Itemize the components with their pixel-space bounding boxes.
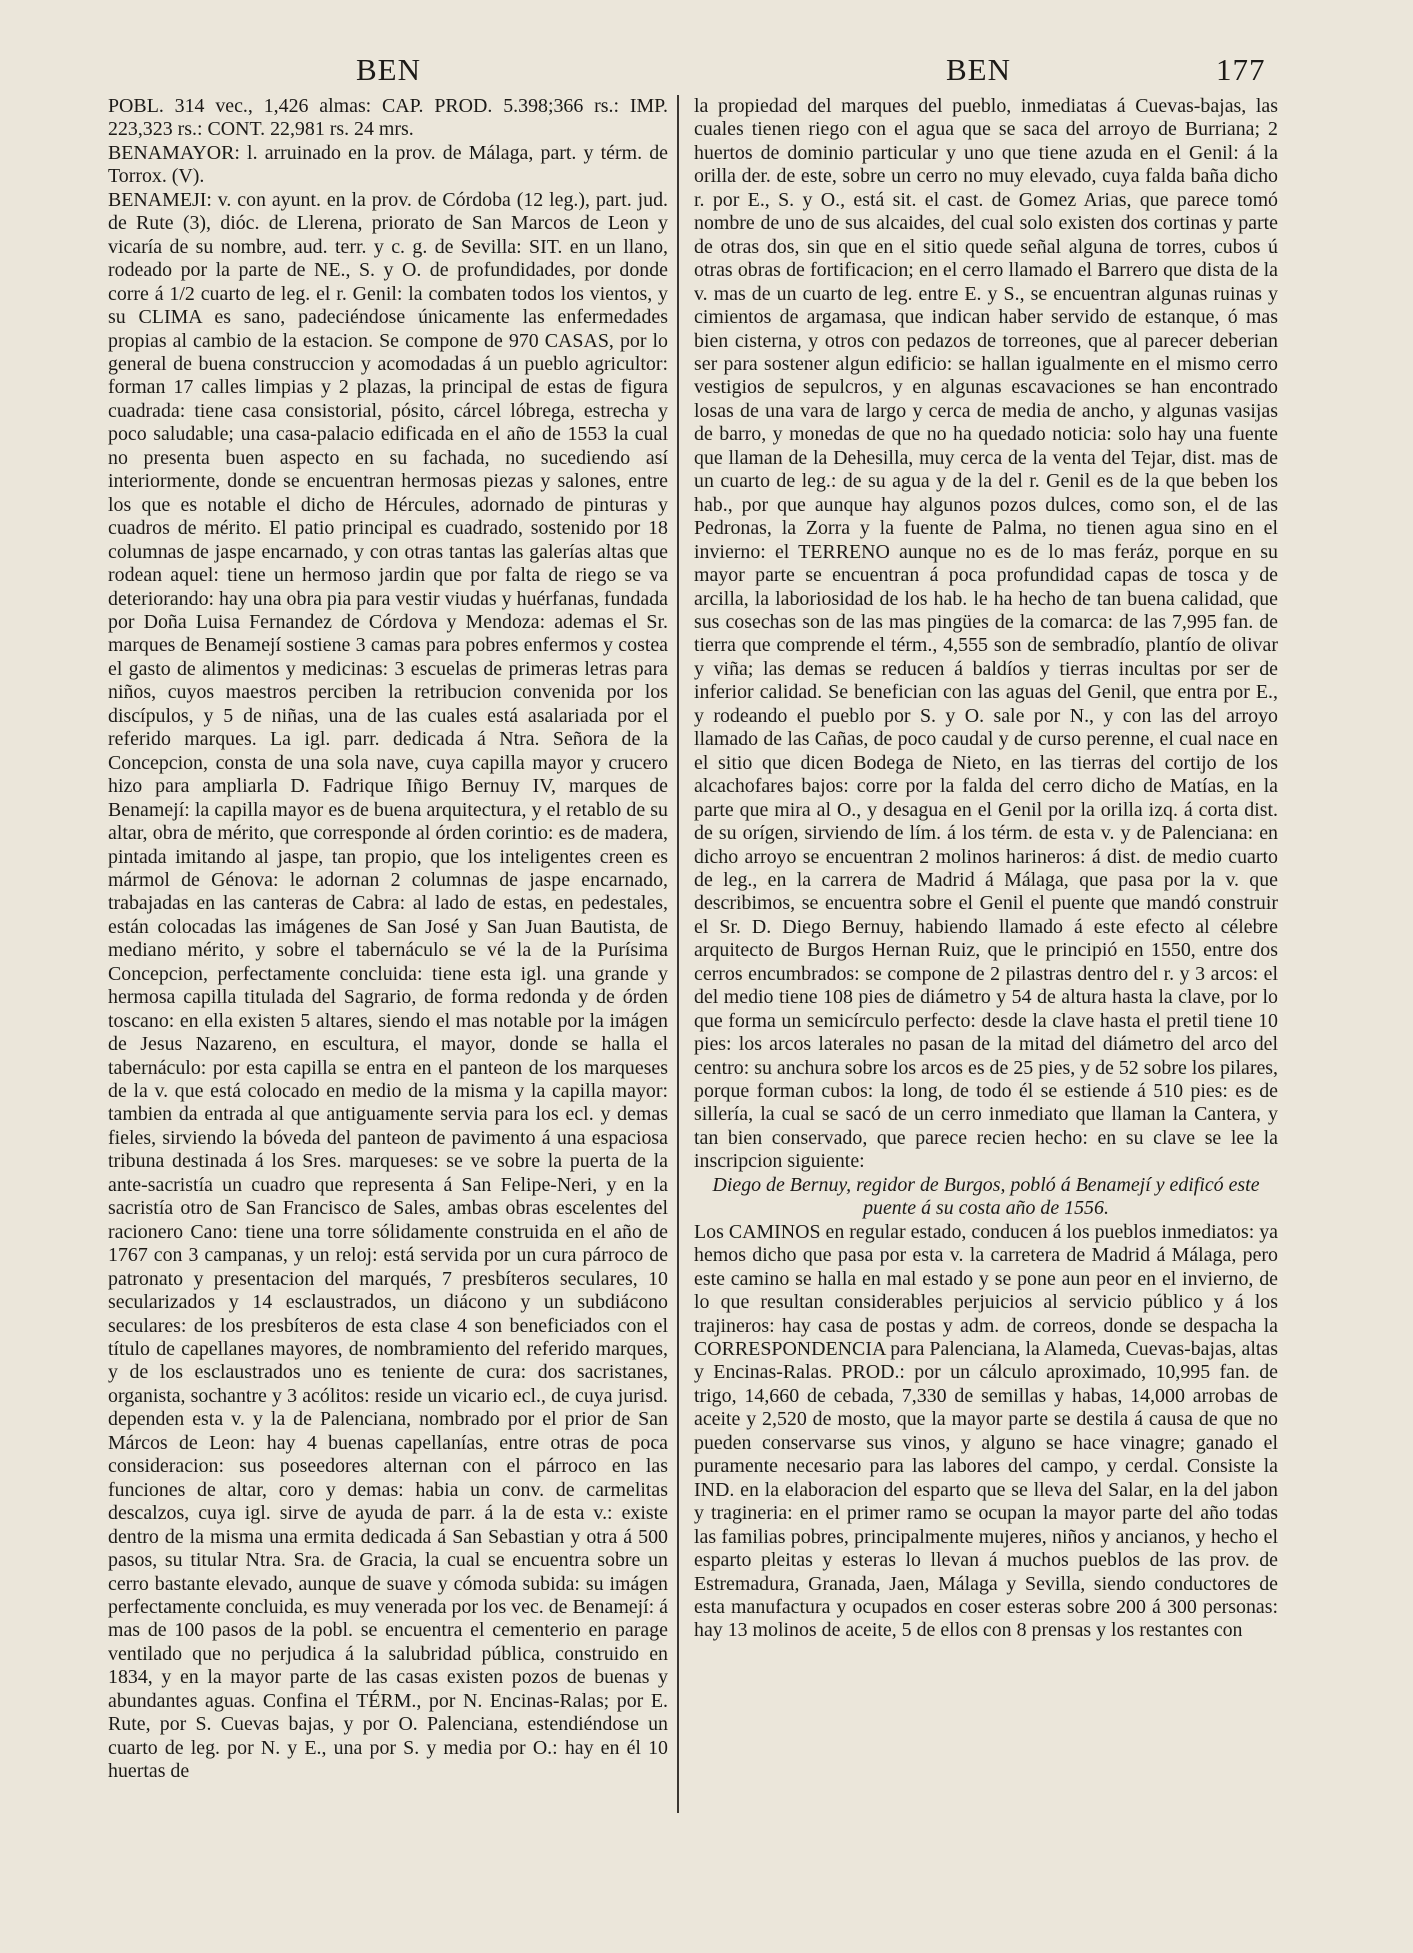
running-head-left: BEN	[356, 52, 421, 87]
entry-benameji: BENAMEJI: v. con ayunt. en la prov. de Córdoba (12 leg.), part. jud. de Rute (3), dióc. de Llerena, priorato de San Marcos de Leon y vicaría de su nombre, aud. terr. y c. g. de Sevilla: SIT. en un llano, rodeado por la parte de NE., S. y O. de profundidades, por donde corre á 1/2 cuarto de leg. el r. Genil: la combaten todos los vientos, y su CLIMA es sano, padeciéndose únicamente las enfermedades propias al cambio de la estacion. Se compone de 970 CASAS, por lo general de buena construccion y acomodadas á un pueblo agricultor: forman 17 calles limpias y 2 plazas, la principal de estas de figura cuadrada: tiene casa consistorial, pósito, cárcel lóbrega, estrecha y poco saludable; una casa-palacio edificada en el año de 1553 la cual no presenta buen aspecto en su fachada, no sucediendo así interiormente, donde se encuentran hermosas piezas y salones, entre los que es notable el dicho de Hércules, adornado de pinturas y cuadros de mérito. El patio principal es cuadrado, sostenido por 18 columnas de jaspe encarnado, y con otras tantas las galerías altas que rodean aquel: tiene un hermoso jardin que por falta de riego se va deteriorando: hay una obra pia para vestir viudas y huérfanas, fundada por Doña Luisa Fernandez de Córdova y Mendoza: ademas el Sr. marques de Benamejí sostiene 3 camas para pobres enfermos y costea el gasto de alimentos y medicinas: 3 escuelas de primeras letras para niños, cuyos maestros perciben la retribucion convenida por los discípulos, y 5 de niñas, una de las cuales está asalariada por el referido marques. La igl. parr. dedicada á Ntra. Señora de la Concepcion, consta de una sola nave, cuya capilla mayor y crucero hizo para ampliarla D. Fadrique Iñigo Bernuy IV, marques de Benamejí: la capilla mayor es de buena arquitectura, y el retablo de su altar, obra de mérito, que corresponde al órden corintio: es de madera, pintada imitando al jaspe, tan propio, que los inteligentes creen es mármol de Génova: le adornan 2 columnas de jaspe encarnado, trabajadas en las canteras de Cabra: al lado de estas, en pedestales, están colocadas las imágenes de San José y San Juan Bautista, de mediano mérito, y sobre el tabernáculo se vé la de la Purísima Concepcion, perfectamente concluida: tiene esta igl. una grande y hermosa capilla titulada del Sagrario, de forma redonda y de órden toscano: en ella existen 5 altares, siendo el mas notable por la imágen de Jesus Nazareno, en escultura, el mayor, donde se halla el tabernáculo: por esta capilla se entra en el panteon de los marqueses de la v. que está colocado en medio de la misma y la capilla mayor: tambien da entrada al que antiguamente servia para los ecl. y demas fieles, sirviendo la bóveda del panteon de pavimento á una espaciosa tribuna destinada á los Sres. marqueses: se ve sobre la puerta de la ante-sacristía un cuadro que representa á San Felipe-Neri, y en la sacristía otro de San Francisco de Sales, ambas obras escelentes del racionero Cano: tiene una torre sólidamente construida en el año de 1767 con 3 campanas, y un reloj: está servida por un cura párroco de patronato y presentacion del marqués, 7 presbíteros seculares, 10 secularizados y 14 esclaustrados, un diácono y un subdiácono seculares: de los presbíteros de esta clase 4 son beneficiados con el título de capellanes mayores, de nombramiento del referido marques, y de los esclaustrados uno es teniente de cura: dos sacristanes, organista, sochantre y 3 acólitos: reside un vicario ecl., de cuya jurisd. dependen esta v. y la de Palenciana, nombrado por el prior de San Márcos de Leon: hay 4 buenas capellanías, entre otras de poca consideracion: sus poseedores alternan con el párroco en las funciones de altar, coro y demas: habia un conv. de carmelitas descalzos, cuya igl. sirve de ayuda de parr. á la de esta v.: existe dentro de la misma una ermita dedicada á San Sebastian y otra á 500 pasos, su titular Ntra. Sra. de Gracia, la cual se encuentra sobre un cerro bastante elevado, aunque de suave y cómoda subida: su imágen perfectamente concluida, es muy venerada por los vec. de Benamejí: á mas de 100 pasos de la pobl. se encuentra el cementerio en parage ventilado que no perjudica á la salubridad pública, construido en 1834, y en la mayor parte de las casas existen pozos de buenas y abundantes aguas. Confina el TÉRM., por N. Encinas-Ralas; por E. Rute, por S. Cuevas bajas, y por O. Palenciana, estendiéndose un cuarto de leg. por N. y E., una por S. y media por O.: hay en él 10 huertas de	[108, 188, 669, 1783]
entry-benameji-continued: la propiedad del marques del pueblo, inmediatas á Cuevas-bajas, las cuales tienen riego con el agua que se saca del arroyo de Burriana; 2 huertos de dominio particular y uno que tiene azuda en el Genil: á la orilla der. de este, sobre un cerro no muy elevado, cuya falda baña dicho r. por E., S. y O., está sit. el cast. de Gomez Arias, que parece tomó nombre de uno de sus alcaides, del cual solo existen dos cortinas y parte de otras dos, sin que en el sitio quede señal alguna de torres, cubos ú otras obras de fortificacion; en el cerro llamado el Barrero que dista de la v. mas de un cuarto de leg. entre E. y S., se encuentran algunas ruinas y cimientos de argamasa, que indican haber servido de estanque, ó mas bien cisterna, y otros con pedazos de torreones, que al parecer deberian ser para sostener algun edificio: se hallan igualmente en el mismo cerro vestigios de sepulcros, y en algunas escavaciones se han encontrado losas de una vara de largo y cerca de media de ancho, y algunas vasijas de barro, y monedas de que no ha quedado noticia: solo hay una fuente que llaman de la Dehesilla, muy cerca de la venta del Tejar, dist. mas de un cuarto de leg.: de su agua y de la del r. Genil es de la que beben los hab., por que aunque hay algunos pozos dulces, como son, el de las Pedronas, la Zorra y la fuente de Palma, no tienen agua sino en el invierno: el TERRENO aunque no es de lo mas feráz, porque en su mayor parte se encuentran á poca profundidad capas de tosca y de arcilla, la laboriosidad de los hab. le ha hecho de tan buena calidad, que sus cosechas son de las mas pingües de la comarca: de las 7,995 fan. de tierra que comprende el térm., 4,555 son de sembradío, plantío de olivar y viña; las demas se reducen á baldíos y tierras incultas por ser de inferior calidad. Se benefician con las aguas del Genil, que entra por E., y rodeando el pueblo por S. y O. sale por N., y con las del arroyo llamado de las Cañas, de poco caudal y de curso perenne, el cual nace en el sitio que dicen Bodega de Nieto, en las tierras del cortijo de los alcachofares bajos: corre por la falda del cerro dicho de Matías, en la parte que mira al O., y desagua en el Genil por la orilla izq. á corta dist. de su orígen, sirviendo de lím. á los térm. de esta v. y de Palenciana: en dicho arroyo se encuentran 2 molinos harineros: á dist. de medio cuarto de leg., en la carrera de Madrid á Málaga, que pasa por la v. que describimos, se encuentra sobre el Genil el puente que mandó construir el Sr. D. Diego Bernuy, habiendo llamado á este efecto al célebre arquitecto de Burgos Hernan Ruiz, que le principió en 1550, entre dos cerros encumbrados: se compone de 2 pilastras dentro del r. y 3 arcos: el del medio tiene 108 pies de diámetro y 54 de altura hasta la clave, por lo que forma un semicírculo perfecto: desde la clave hasta el pretil tiene 10 pies: los arcos laterales no pasan de la mitad del diámetro del arco del centro: su anchura sobre los arcos es de 25 pies, y de 52 sobre los pilares, porque forman cubos: la long, de todo él se estiende á 510 pies: es de sillería, la cual se sacó de un cerro inmediato que llaman la Cantera, y tan bien conservado, que parece recien hecho: en su clave se lee la inscripcion siguiente:	[694, 95, 1278, 1173]
entry-benamayor: BENAMAYOR: l. arruinado en la prov. de Málaga, part. y térm. de Torrox. (V).	[108, 141, 668, 188]
bridge-inscription: Diego de Bernuy, regidor de Burgos, pobló á Benamejí y edificó este puente á su costa año de 1556.	[712, 1173, 1260, 1220]
running-head-right: BEN	[946, 52, 1011, 87]
page-header	[0, 52, 1413, 94]
page-number: 177	[1216, 52, 1266, 87]
column-divider	[677, 95, 679, 1813]
right-column	[694, 95, 1278, 1643]
left-column	[108, 95, 668, 1784]
population-summary-paragraph: POBL. 314 vec., 1,426 almas: CAP. PROD. 5.398;366 rs.: IMP. 223,323 rs.: CONT. 22,981 rs. 24 mrs.	[108, 95, 668, 141]
entry-benameji-roads-production: Los CAMINOS en regular estado, conducen á los pueblos inmediatos: ya hemos dicho que pasa por esta v. la carretera de Madrid á Málaga, pero este camino se halla en mal estado y se pone aun peor en el invierno, de lo que resultan considerables perjuicios al servicio público y á los trajineros: hay casa de postas y adm. de correos, donde se despacha la CORRESPONDENCIA para Palenciana, la Alameda, Cuevas-bajas, altas y Encinas-Ralas. PROD.: por un cálculo aproximado, 10,995 fan. de trigo, 14,660 de cebada, 7,330 de semillas y habas, 14,000 arrobas de aceite y 2,520 de mosto, que la mayor parte se destila á causa de que no pueden conservarse sus vinos, y alguno se hace vinagre; ganado el puramente necesario para las labores del campo, y cerdal. Consiste la IND. en la elaboracion del esparto que se lleva del Salar, en la del jabon y tragineria: en el primer ramo se ocupan la mayor parte del año todas las familias pobres, principalmente mujeres, niños y ancianos, y hecho el esparto pleitas y esteras lo llevan á muchos pueblos de las prov. de Estremadura, Granada, Jaen, Málaga y Sevilla, siendo conductores de esta manufactura y ocupados en coser esteras sobre 200 á 300 personas: hay 13 molinos de aceite, 5 de ellos con 8 prensas y los restantes con	[694, 1220, 1278, 1642]
